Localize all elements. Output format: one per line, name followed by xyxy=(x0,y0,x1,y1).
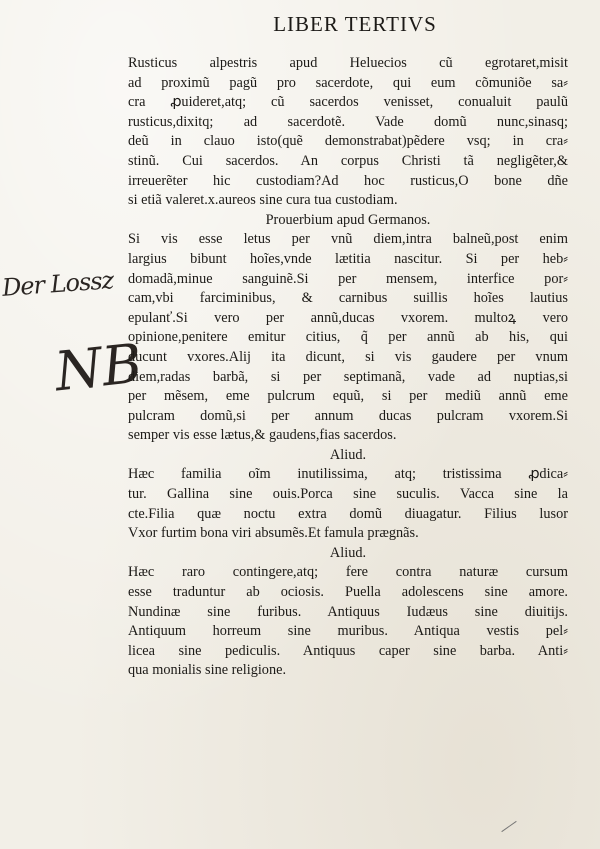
text-line: opinione,penitere emitur citius, q̃ per annũ ab his, qui xyxy=(128,329,568,346)
text-line: irreuerẽter hic custodiam?Ad hoc rusticus,O bone dñe xyxy=(128,172,568,189)
text-line: semper vis esse lætus,& gaudens,fias sacerdos. xyxy=(128,427,397,444)
text-line: deũ in clauo isto(quẽ demonstrabat)pẽdere vsq; in cra⸗ xyxy=(128,133,568,150)
text-line: Antiquum horreum sine muribus. Antiqua vestis pel⸗ xyxy=(128,623,568,640)
text-line: rusticus,dixitq; ad sacerdotẽ. Vade domũ nunc,sinasq; xyxy=(128,113,568,130)
section-heading: Aliud. xyxy=(329,446,367,463)
text-line: cte.Filia quæ noctu extra domũ diuagatur. Filius lusor xyxy=(128,505,568,522)
body-text xyxy=(128,54,568,681)
text-line: stinũ. Cui sacerdos. An corpus Christi tã negligẽter,& xyxy=(128,152,568,169)
section-heading: Prouerbium apud Germanos. xyxy=(265,211,431,228)
text-line: Rusticus alpestris apud Heluecios cũ egrotaret,misit xyxy=(128,55,568,71)
text-line: licea sine pediculis. Antiquus caper sine barba. Anti⸗ xyxy=(128,642,568,659)
text-line: cra ꝓuideret,atq; cũ sacerdos venisset, conualuit paulũ xyxy=(128,94,568,111)
text-line: largius bibunt hoĩes,vnde lætitia nascitur. Si per heb⸗ xyxy=(128,250,568,267)
text-line: pulcram domũ,si per annum ducas pulcram vxorem.Si xyxy=(128,407,568,424)
text-line: si etiã valeret.x.aureos sine cura tua custodiam. xyxy=(128,192,398,209)
text-line: diem,radas barbã, si per septimanã, vade ad nuptias,si xyxy=(128,368,568,385)
section-heading: Aliud. xyxy=(329,544,367,561)
margin-nota-bene-mark: NB xyxy=(51,331,145,404)
text-line: tur. Gallina sine ouis.Porca sine suculis. Vacca sine la xyxy=(128,486,568,503)
margin-handwritten-note: Der Lossz xyxy=(1,266,115,302)
text-line: ducunt vxores.Alij ita dicunt, si vis gaudere per vnum xyxy=(128,348,568,365)
text-line: Vxor furtim bona viri absumẽs.Et famula prægnãs. xyxy=(128,525,419,542)
text-line: domadã,minue sanguinẽ.Si per mensem, interfice por⸗ xyxy=(128,270,568,287)
text-line: cam,vbi farciminibus, & carnibus suillis hoĩes lautius xyxy=(128,290,568,307)
text-line: Hæc raro contingere,atq; fere contra naturæ cursum xyxy=(128,564,568,581)
text-line: qua monialis sine religione. xyxy=(128,662,287,679)
running-head: LIBER TERTIVS xyxy=(273,12,437,36)
text-line: Nundinæ sine furibus. Antiquus Iudæus sine diuitijs. xyxy=(128,603,568,620)
text-line: epulanť.Si vero per annũ,ducas vxorem. multoꝝ vero xyxy=(128,309,568,326)
text-line: Hæc familia oĩm inutilissima, atq; tristissima ꝓdica⸗ xyxy=(128,466,568,483)
text-line: esse traduntur ab ociosis. Puella adolescens sine amore. xyxy=(128,584,568,601)
text-line: per mẽsem, eme pulcrum equũ, si per mediũ annũ eme xyxy=(128,388,568,405)
text-line: ad proximũ pagũ pro sacerdote, qui eum cõmuniõe sa⸗ xyxy=(128,74,568,91)
text-line: Si vis esse letus per vnũ diem,intra balneũ,post enim xyxy=(128,231,568,248)
